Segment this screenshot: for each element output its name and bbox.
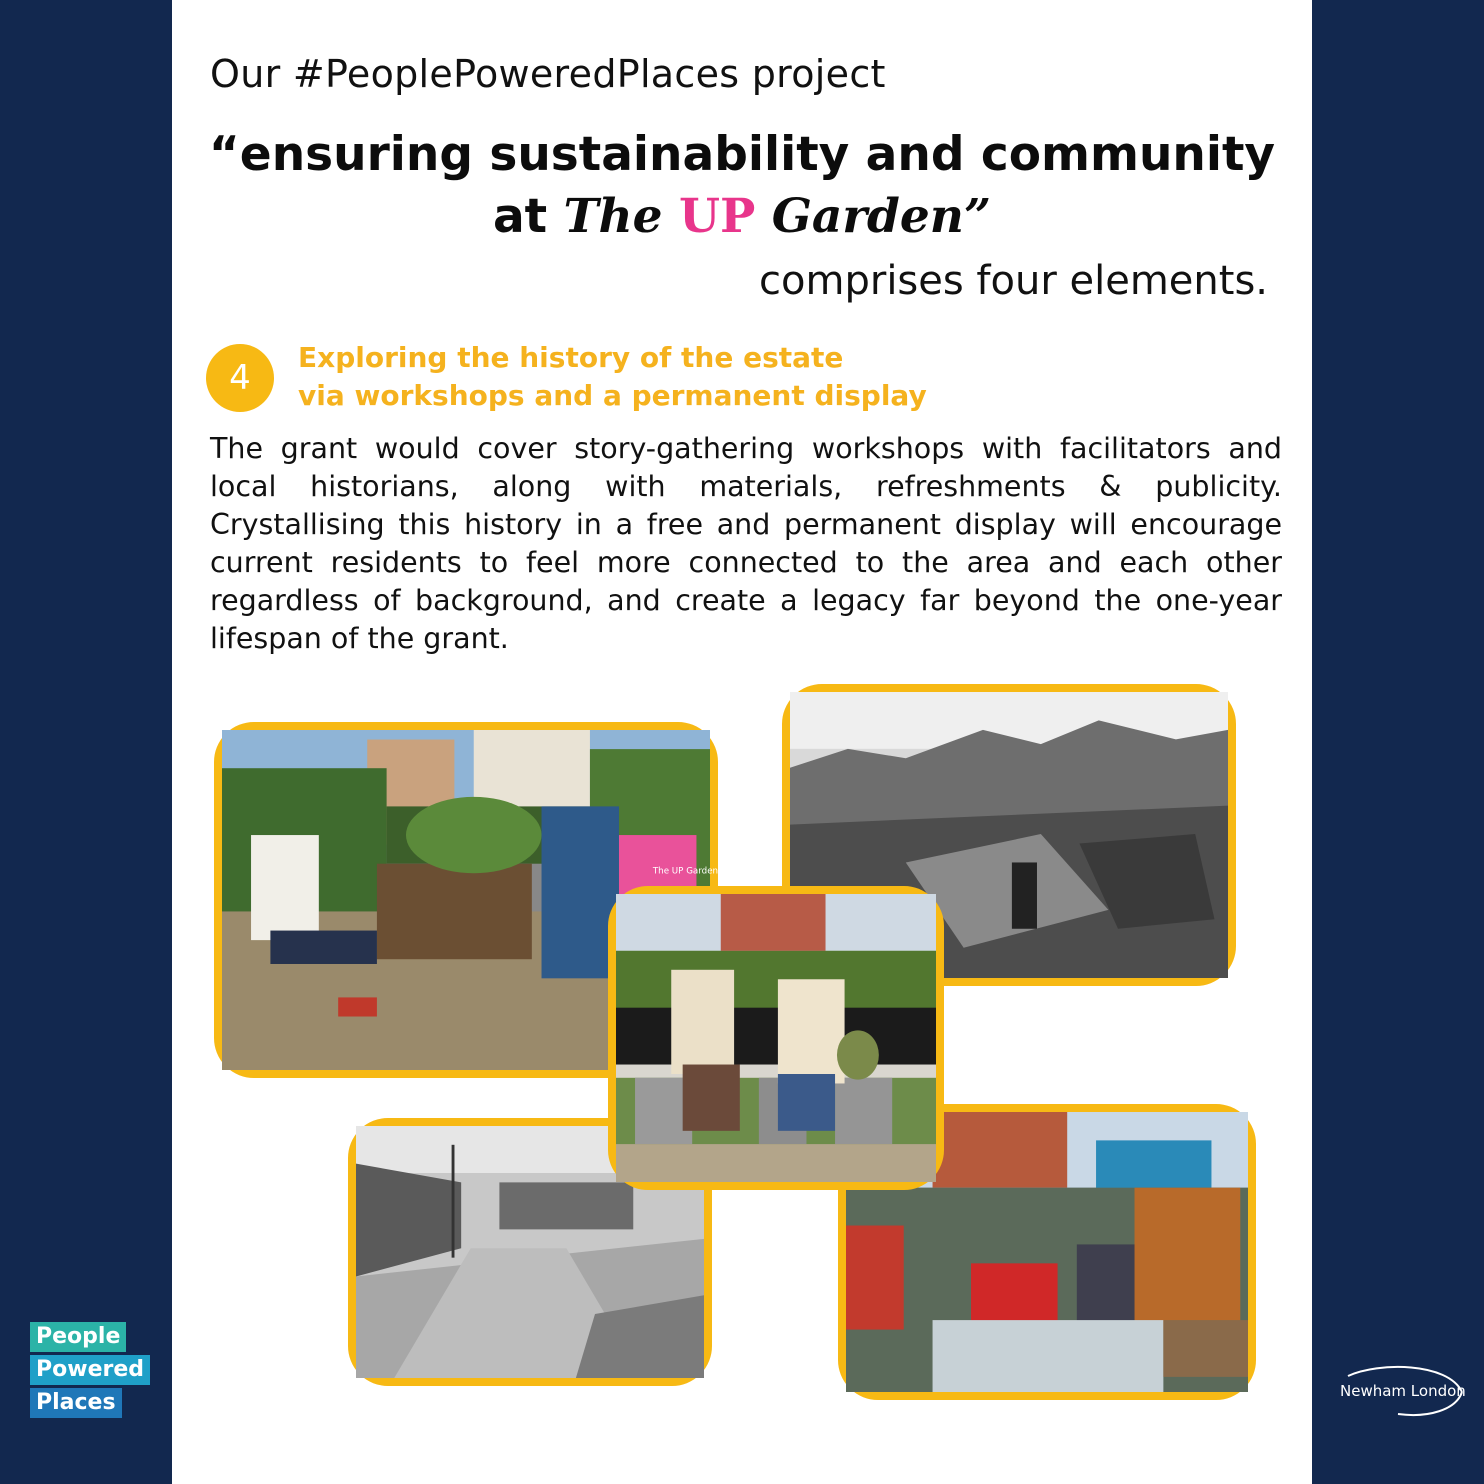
people-powered-places-logo: [30, 1322, 150, 1421]
brand-up: UP: [678, 189, 756, 244]
element-title: [298, 339, 927, 415]
comprises-text: comprises four elements.: [759, 258, 1268, 304]
headline-quote: [172, 124, 1312, 248]
photo-bench-conversation: [608, 886, 944, 1190]
brand-the: The: [563, 189, 663, 244]
headline-at: at: [492, 189, 548, 244]
element-number-badge: 4: [206, 344, 274, 412]
garden-shirt-print: The UP Garden: [652, 866, 719, 877]
element-title-line-2: via workshops and a permanent display: [298, 379, 927, 412]
newham-london-text: Newham London: [1340, 1382, 1466, 1400]
intro-text: Our #PeoplePoweredPlaces project: [210, 52, 886, 96]
newham-london-logo: [1338, 1362, 1468, 1422]
logo-word-people: People: [30, 1322, 126, 1352]
logo-word-places: Places: [30, 1388, 122, 1418]
body-paragraph: The grant would cover story-gathering workshops with facilitators and local historians, along with materials, refreshments & publicity. Crystallising this history in a free and permanent display will encourage current residents to feel more connected to the area and each other regardless of background, and create a legacy far beyond the one-year lifespan of the grant.: [210, 432, 1282, 655]
element-title-line-1: Exploring the history of the estate: [298, 341, 844, 374]
logo-word-powered: Powered: [30, 1355, 150, 1385]
brand-garden: Garden”: [771, 189, 992, 244]
headline-line-2: [172, 186, 1312, 248]
headline-line-1: “ensuring sustainability and community: [208, 127, 1276, 182]
